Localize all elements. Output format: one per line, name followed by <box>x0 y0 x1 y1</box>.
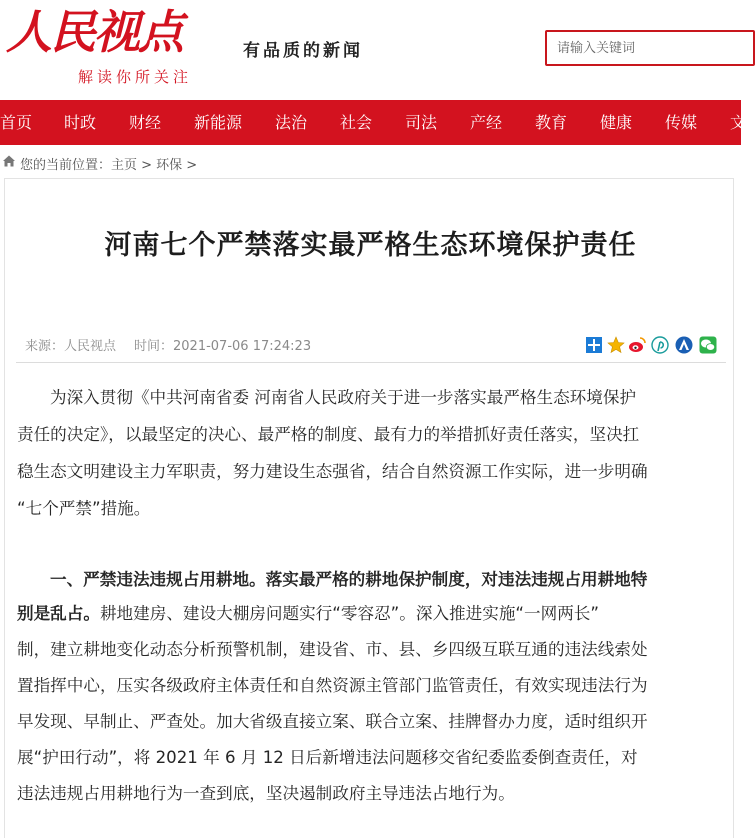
nav-item-industry[interactable]: 产经 <box>470 113 503 132</box>
meta-divider <box>16 362 726 363</box>
article-bold-heading-end: 别是乱占。 <box>17 604 100 623</box>
nav-item-politics[interactable]: 时政 <box>64 113 97 132</box>
nav-item-judiciary[interactable]: 司法 <box>405 113 438 132</box>
main-nav <box>0 100 747 145</box>
pinterest-icon[interactable] <box>651 336 669 354</box>
nav-item-culture[interactable]: 文 <box>730 113 747 132</box>
article-line: 责任的决定》，以最坚定的决心、最严格的制度、最有力的举措抓好责任落实，坚决扛 <box>17 425 640 444</box>
logo-tagline: 解读你所关注 <box>78 68 193 86</box>
search-input[interactable] <box>547 32 747 64</box>
weibo-icon[interactable] <box>628 336 646 354</box>
article-line <box>17 564 729 596</box>
nav-item-home[interactable]: 首页 <box>0 113 33 132</box>
logo-text: 人民视点 <box>6 5 182 59</box>
nav-item-health[interactable]: 健康 <box>600 113 633 132</box>
nav-item-finance[interactable]: 财经 <box>129 113 162 132</box>
nav-item-law[interactable]: 法治 <box>275 113 308 132</box>
article-text: 耕地建房、建设大棚房问题实行“零容忍”。深入推进实施“一网两长” <box>99 604 599 623</box>
article-line: 展“护田行动”，将 2021 年 6 月 12 日后新增违法问题移交省纪委监委倒查责任，对 <box>17 748 638 767</box>
article-line: 制，建立耕地变化动态分析预警机制，建设省、市、县、乡四级互联互通的违法线索处 <box>17 640 648 659</box>
article-time: 时间：2021-07-06 17:24:23 <box>134 339 312 354</box>
nav-item-education[interactable]: 教育 <box>535 113 568 132</box>
nav-item-new-energy[interactable]: 新能源 <box>194 113 243 132</box>
article-line: 置指挥中心，压实各级政府主体责任和自然资源主管部门监管责任，有效实现违法行为 <box>17 676 648 695</box>
wechat-icon[interactable] <box>699 336 717 354</box>
article-line: 为深入贯彻《中共河南省委 河南省人民政府关于进一步落实最严格生态环境保护 <box>50 388 637 407</box>
search-box <box>545 30 755 66</box>
site-header <box>0 0 741 100</box>
nav-item-society[interactable]: 社会 <box>340 113 373 132</box>
article-title: 河南七个严禁落实最严格生态环境保护责任 <box>104 230 637 261</box>
article-line: 违法违规占用耕地行为一查到底，坚决遏制政府主导违法占地行为。 <box>17 784 515 803</box>
article-bold-heading: 一、严禁违法违规占用耕地。落实最严格的耕地保护制度，对违法违规占用耕地特 <box>50 570 648 589</box>
site-logo[interactable] <box>6 2 216 62</box>
article-line <box>17 598 729 630</box>
site-slogan: 有品质的新闻 <box>243 41 363 61</box>
article-source: 来源：人民视点 <box>25 339 117 354</box>
star-icon[interactable] <box>607 336 625 354</box>
article-line: 稳生态文明建设主力军职责，努力建设生态强省，结合自然资源工作实际，进一步明确 <box>17 462 648 481</box>
nav-item-media[interactable]: 传媒 <box>665 113 698 132</box>
article-meta <box>25 335 311 354</box>
article-line: “七个严禁”措施。 <box>17 499 151 518</box>
people-icon[interactable] <box>675 336 693 354</box>
breadcrumb-text[interactable]: 您的当前位置：主页 > 环保 > <box>20 158 198 173</box>
share-plus-icon[interactable] <box>585 336 603 354</box>
home-icon <box>2 154 16 168</box>
article-line: 早发现、早制止、严查处。加大省级直接立案、联合立案、挂牌督办力度，适时组织开 <box>17 712 648 731</box>
